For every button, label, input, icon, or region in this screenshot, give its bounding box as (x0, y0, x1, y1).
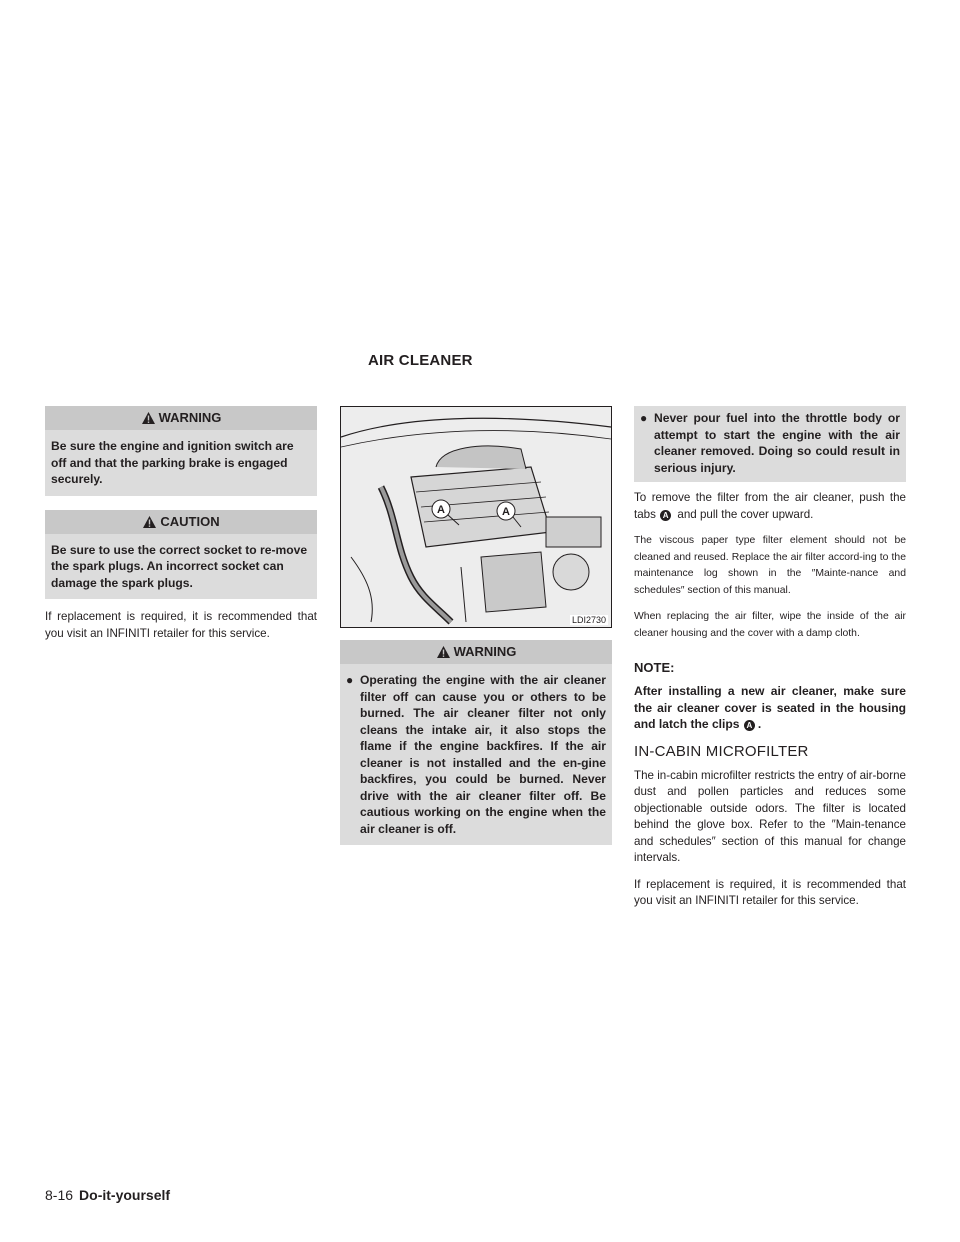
caution-label: CAUTION (160, 513, 220, 529)
warning-header (45, 406, 317, 430)
warning-header-2 (340, 640, 612, 664)
warning-bullet (340, 664, 612, 845)
caution-text: Be sure to use the correct socket to re-move the spark plugs. An incorrect socket can damage the spark plugs. (51, 542, 308, 590)
callout-a-1: A (437, 504, 445, 516)
page-footer (45, 1187, 170, 1203)
warning-continued-box (634, 406, 906, 482)
bullet-dot: ● (346, 673, 354, 687)
warning-box (45, 406, 317, 496)
marker-a-icon: A (660, 510, 671, 521)
footer-section: Do-it-yourself (79, 1187, 171, 1203)
caution-box (45, 510, 317, 600)
retailer-paragraph-2: If replacement is required, it is recommended that you visit an INFINITI retailer for this service. (634, 877, 906, 907)
warning-continued-text: Never pour fuel into the throttle body or attempt to start the engine with the air cleaner removed. Doing so could result in serious injury. (654, 411, 900, 475)
note-label: NOTE: (634, 660, 675, 675)
retailer-paragraph: If replacement is required, it is recommended that you visit an INFINITI retailer for this service. (45, 610, 317, 640)
note-text-after: . (757, 717, 762, 731)
warning-triangle-icon (141, 411, 156, 425)
remove-text-before: To remove the filter from the air cleaner, push the tabs (634, 491, 906, 521)
warning-label: WARNING (158, 410, 222, 425)
note-paragraph (634, 683, 906, 733)
viscous-filter-paragraph: The viscous paper type filter element should not be cleaned and reused. Replace the air filter accord-ing to the maintenance log shown in the ″Mainte-nance and schedules″ section of this manual. (634, 535, 906, 596)
warning-bullet-text: Operating the engine with the air cleaner filter off can cause you or others to be burned. The air cleaner filter not only cleans the intake air, it also stops the flame if the engine backfires. If the air cleaner is not installed and the en-gine backfires, you could be burned. Never drive with the air cleaner filter off. Be cautious working on the engine when the air cleaner is off. (360, 673, 606, 836)
microfilter-paragraph: The in-cabin microfilter restricts the entry of air-borne dust and pollen particles and reduces some objectionable outside odors. The filter is located behind the glove box. Refer to the ″Main-tenance and schedules″ section of this manual for change intervals. (634, 768, 906, 864)
figure-code: LDI2730 (571, 615, 606, 625)
remove-filter-paragraph (634, 490, 906, 523)
wipe-housing-paragraph: When replacing the air filter, wipe the inside of the air cleaner housing and the cover with a damp cloth. (634, 611, 906, 639)
section-title: AIR CLEANER (368, 352, 473, 369)
column-1 (45, 406, 317, 652)
warning-box-2 (340, 640, 612, 845)
callout-a-2: A (502, 506, 510, 518)
warning-label-2: WARNING (453, 644, 517, 659)
warning-triangle-icon (436, 645, 451, 659)
column-3 (634, 406, 906, 920)
note-text-before: After installing a new air cleaner, make sure the air cleaner cover is seated in the housing and latch the clips (634, 684, 906, 731)
marker-a-icon: A (744, 720, 755, 731)
in-cabin-microfilter-heading: IN-CABIN MICROFILTER (634, 742, 809, 760)
warning-text: Be sure the engine and ignition switch are off and that the parking brake is engaged securely. (51, 439, 294, 486)
caution-triangle-icon (142, 515, 157, 529)
page-number: 8-16 (45, 1187, 74, 1203)
warning-continued-bullet (634, 406, 906, 482)
caution-header (45, 510, 317, 534)
column-2 (340, 406, 612, 855)
engine-bay-illustration (341, 407, 611, 627)
engine-bay-figure (340, 406, 612, 628)
remove-text-after: and pull the cover upward. (677, 507, 814, 521)
bullet-dot: ● (640, 411, 648, 425)
